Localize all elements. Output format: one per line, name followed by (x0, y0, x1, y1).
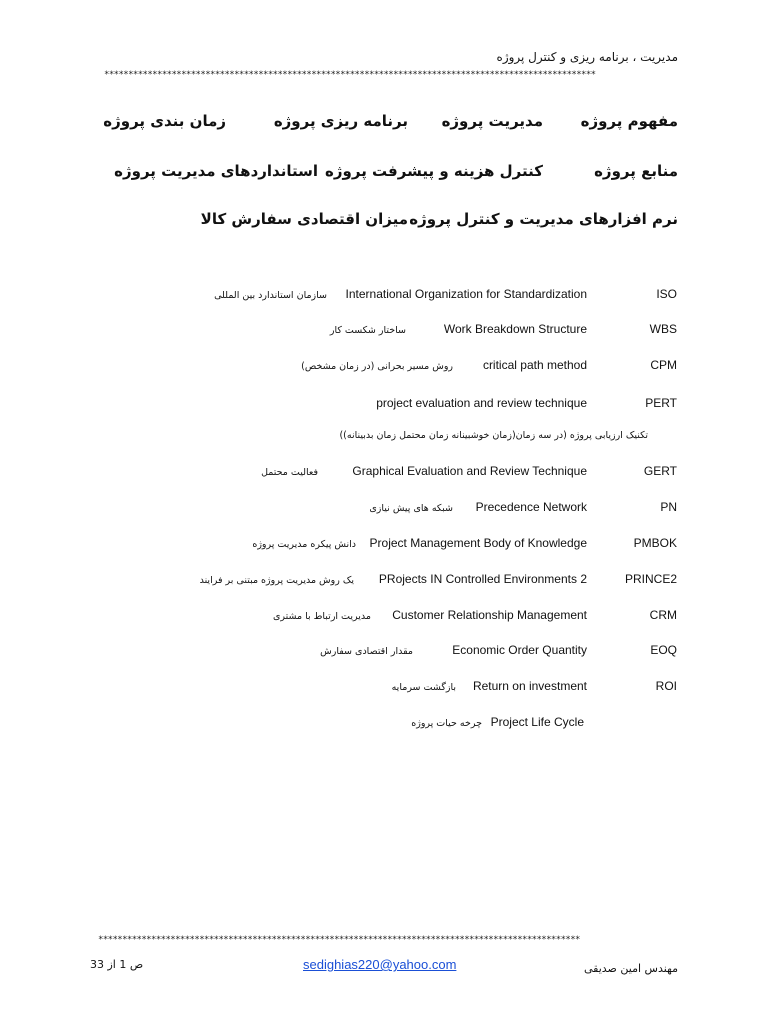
topic-heading: زمان بندی پروژه (103, 112, 226, 130)
acronym-persian: یک روش مدیریت پروژه مبتنی بر فرایند (199, 575, 354, 586)
topic-heading: برنامه ریزی پروژه (273, 112, 408, 130)
header-separator: ****************************************************************************************************** (104, 70, 596, 80)
topic-heading: استانداردهای مدیریت پروژه (114, 162, 318, 180)
topic-heading: کنترل هزینه و پیشرفت پروژه (325, 162, 543, 180)
acronym-english: project evaluation and review technique (376, 396, 587, 410)
topic-heading: نرم افزارهای مدیریت و کنترل پروژه (409, 210, 678, 228)
acronym-english: Project Life Cycle (490, 715, 584, 729)
acronym-persian: چرخه حیات پروژه (411, 718, 482, 729)
acronym-persian: مقدار اقتصادی سفارش (320, 646, 413, 657)
topic-heading: منابع پروژه (594, 162, 678, 180)
acronym-english: Return on investment (472, 679, 587, 693)
acronym-english: Graphical Evaluation and Review Technique (352, 464, 587, 478)
acronym-english: Customer Relationship Management (392, 608, 587, 622)
acronym-english: Precedence Network (475, 500, 587, 514)
acronym-abbr: ROI (655, 679, 677, 693)
acronym-english: Economic Order Quantity (452, 643, 587, 657)
header-title: مدیریت ، برنامه ریزی و کنترل پروژه (496, 50, 678, 64)
topic-heading: مدیریت پروژه (441, 112, 543, 130)
acronym-abbr: PMBOK (633, 536, 677, 550)
acronym-abbr: ISO (656, 287, 677, 301)
acronym-abbr: PERT (645, 396, 677, 410)
acronym-abbr: PN (660, 500, 677, 514)
acronym-abbr: GERT (643, 464, 677, 478)
acronym-persian: فعالیت محتمل (261, 467, 318, 478)
acronym-abbr: EOQ (650, 643, 677, 657)
acronym-english: Work Breakdown Structure (443, 322, 587, 336)
acronym-english: critical path method (482, 358, 587, 372)
footer-author: مهندس امین صدیقی (583, 962, 678, 975)
topic-heading: مفهوم پروژه (580, 112, 678, 130)
acronym-abbr: WBS (649, 322, 677, 336)
acronym-abbr: CRM (649, 608, 677, 622)
acronym-persian: سازمان استاندارد بین المللی (214, 290, 327, 301)
acronym-persian: شبکه های پیش نیازی (369, 503, 453, 514)
topic-heading: میزان اقتصادی سفارش کالا (200, 210, 408, 228)
acronym-persian: روش مسیر بحرانی (در زمان مشخص) (301, 361, 453, 372)
acronym-english: International Organization for Standardization (345, 287, 587, 301)
page-number: ص 1 از 33 (90, 958, 144, 971)
acronym-persian: تکنیک ارزیابی پروژه (در سه زمان(زمان خوشبینانه زمان محتمل زمان بدبینانه)) (339, 430, 648, 441)
acronym-abbr: CPM (650, 358, 677, 372)
acronym-persian: بازگشت سرمایه (391, 682, 456, 693)
footer-separator: **************************************************************************************************** (98, 935, 580, 945)
acronym-english: Project Management Body of Knowledge (369, 536, 587, 550)
acronym-english: PRojects IN Controlled Environments 2 (378, 572, 587, 586)
acronym-persian: ساختار شکست کار (329, 325, 406, 336)
footer-email-link[interactable]: sedighias220@yahoo.com (303, 957, 457, 972)
acronym-persian: دانش پیکره مدیریت پروژه (252, 539, 356, 550)
acronym-abbr: PRINCE2 (624, 572, 677, 586)
acronym-persian: مدیریت ارتباط با مشتری (272, 611, 371, 622)
